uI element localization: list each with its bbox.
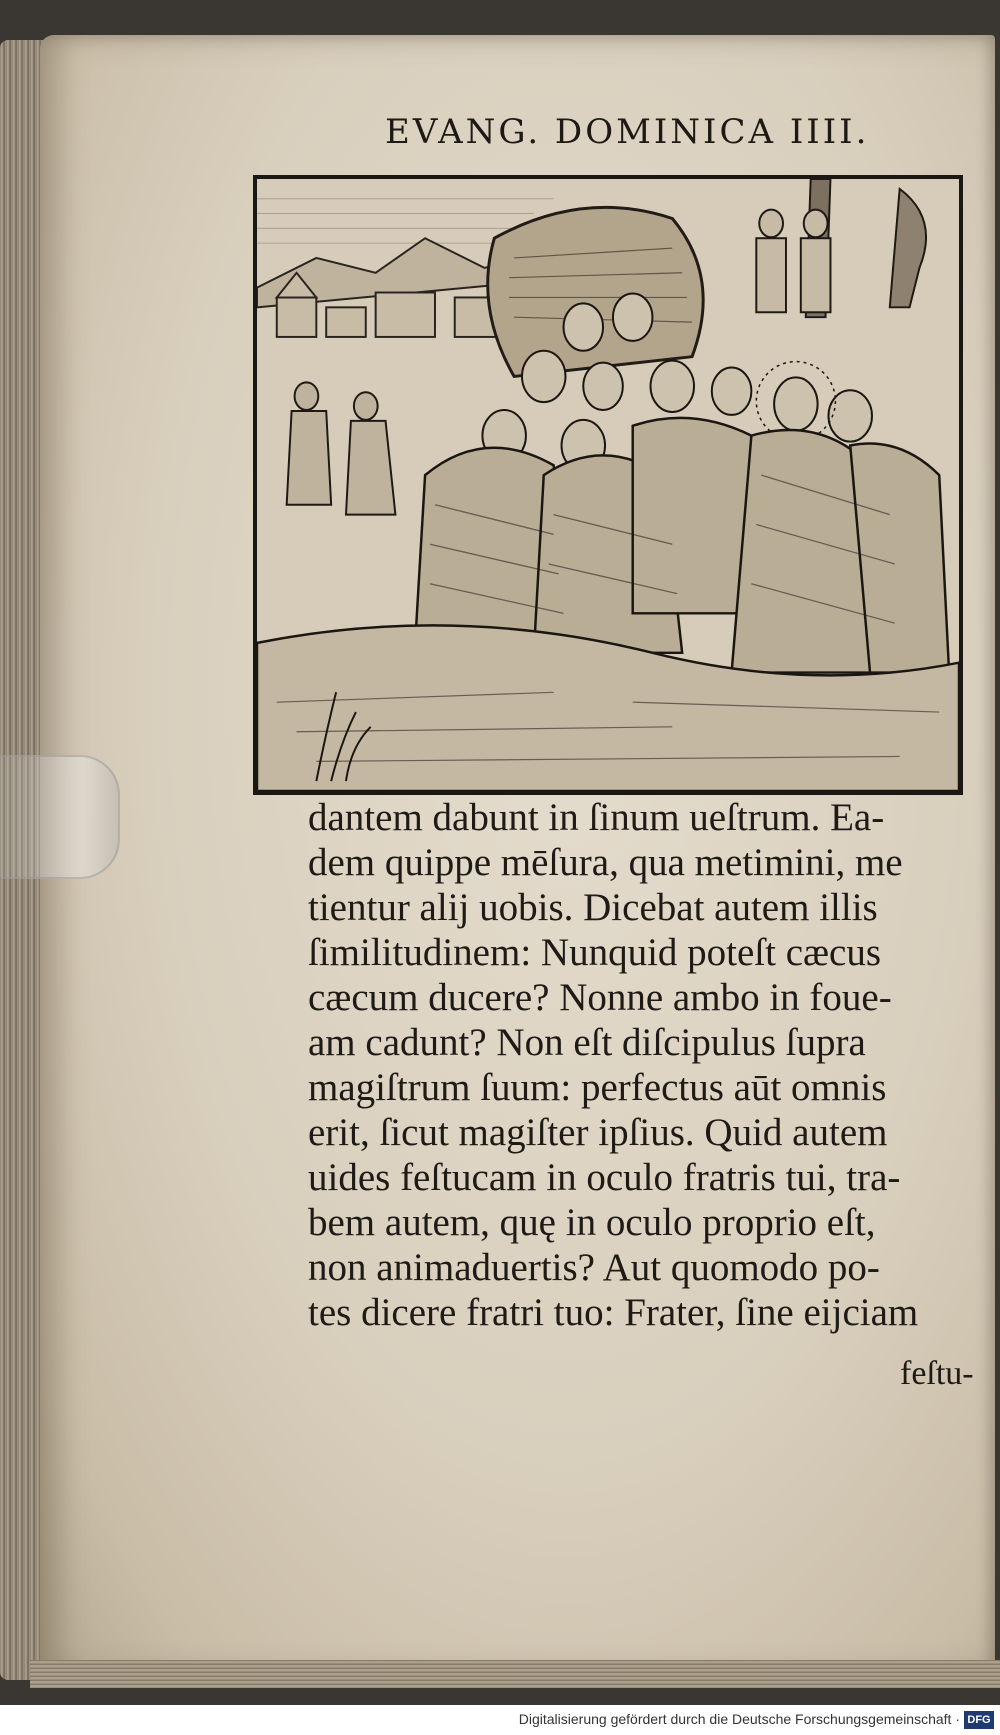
text-line: dem quippe mēſura, qua metimini, me — [308, 841, 903, 884]
text-line: am cadunt? Non eſt diſcipulus ſupra — [308, 1021, 866, 1064]
footer-bar — [0, 1705, 1000, 1735]
woodcut-illustration-icon — [253, 175, 963, 795]
woodcut-drawing — [257, 179, 959, 791]
digitization-credit: Digitalisierung gefördert durch die Deutsche Forschungsgemeinschaft · — [518, 1711, 960, 1727]
text-line: magiſtrum ſuum: perfectus aūt omnis — [308, 1066, 887, 1109]
text-line: erit, ſicut magiſter ipſius. Quid autem — [308, 1111, 888, 1154]
text-line: dantem dabunt in ſinum ueſtrum. Ea- — [308, 796, 885, 839]
text-line: bem autem, quę in oculo proprio eſt, — [308, 1201, 876, 1244]
body-text — [308, 795, 988, 1335]
plastic-page-clip — [0, 755, 120, 879]
text-line: uides feſtucam in oculo fratris tui, tra- — [308, 1156, 901, 1199]
running-head: EVANG. DOMINICA IIII. — [385, 112, 870, 152]
dfg-logo-icon: DFG — [964, 1711, 994, 1729]
catchword: feſtu- — [900, 1355, 974, 1392]
text-line: cæcum ducere? Nonne ambo in foue- — [308, 976, 892, 1019]
text-line: non animaduertis? Aut quomodo po- — [308, 1246, 880, 1289]
text-line: ſimilitudinem: Nunquid poteſt cæcus — [308, 931, 882, 974]
text-line: tes dicere fratri tuo: Frater, ſine eijciam — [308, 1291, 919, 1334]
text-line: tientur alij uobis. Dicebat autem illis — [308, 886, 878, 929]
page-edges-bottom — [30, 1660, 1000, 1688]
